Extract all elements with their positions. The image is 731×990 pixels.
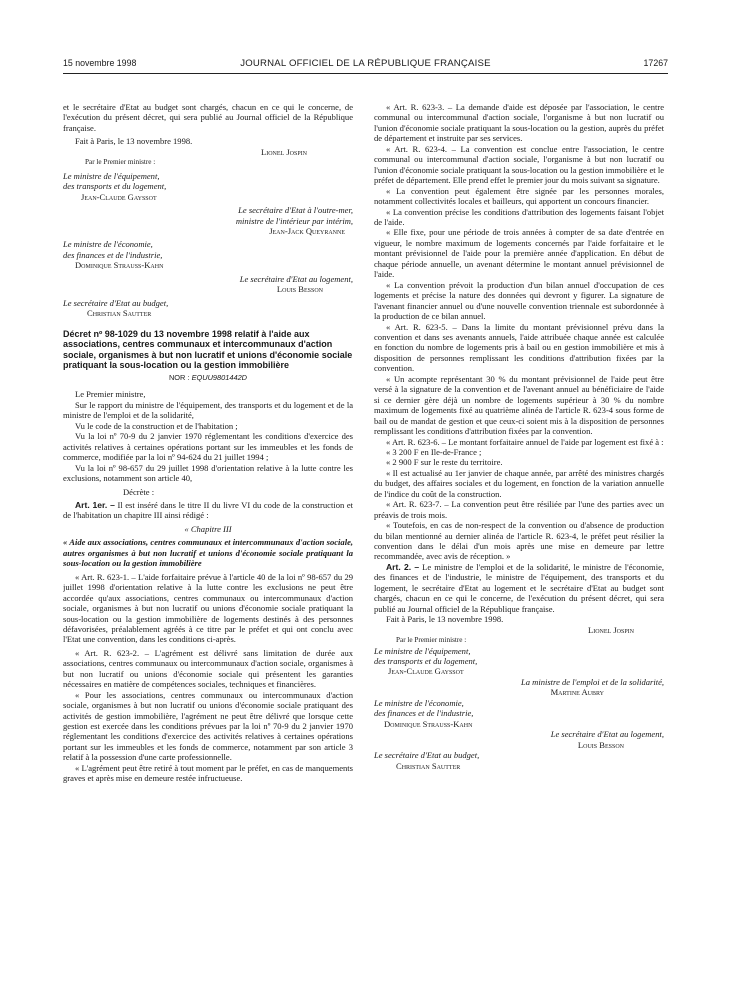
article-1 bbox=[63, 500, 353, 521]
article-2-text: Le ministre de l'emploi et de la solidarité, le ministre de l'économie, des finances et de l'industrie, le ministre de l'équipement, des transports et du logement, le secrétaire d'Etat au logement et le secrétaire d'Etat au budget sont chargés, chacun en ce qui le concerne, de l'exécution du présent décret, qui sera publié au Journal officiel de la République française. bbox=[374, 561, 664, 614]
signatory-title: ministre de l'intérieur par intérim, bbox=[235, 215, 353, 226]
paragraph: Vu la loi nº 70-9 du 2 janvier 1970 réglementant les conditions d'exercice des activités relatives à certaines opérations portant sur les immeubles et les fonds de commerce, modifiée par la loi nº 94-624 du 21 juillet 1994 ; bbox=[63, 431, 353, 463]
paragraph: et le secrétaire d'Etat au budget sont chargés, chacun en ce qui le concerne, de l'exécution du présent décret, qui sera publié au Journal officiel de la République française. bbox=[63, 102, 353, 133]
signatory-title: Le secrétaire d'Etat à l'outre-mer, bbox=[238, 205, 353, 216]
article-r623-2: « Art. R. 623-2. – L'agrément est délivré sans limitation de durée aux associations, centres communaux ou intercommunaux d'action sociale, organismes à but non lucratif ou unions d'économie sociale qui présentent les garanties nécessaires en matière de compétences sociales, techniques et financières. bbox=[63, 647, 353, 690]
list-item: « 3 200 F en Ile-de-France ; bbox=[386, 446, 482, 457]
signatory-title: Le secrétaire d'Etat au budget, bbox=[374, 750, 480, 761]
decrete-line: Décrète : bbox=[123, 486, 155, 497]
nor-label: NOR : bbox=[168, 372, 190, 382]
nor-code: EQUU9801442D bbox=[191, 372, 248, 382]
signatory-title: Le ministre de l'équipement, bbox=[63, 170, 160, 181]
article-r623-3: « Art. R. 623-3. – La demande d'aide est déposée par l'association, le centre communal ou intercommunal d'action sociale, l'organisme à but non lucratif ou l'union d'économie sociale pratiquant la sous-location ou la gestion, auprès du préfet de département et instruite par ses services. bbox=[374, 102, 664, 144]
header-date: 15 novembre 1998 bbox=[63, 58, 137, 68]
list-item: « 2 900 F sur le reste du territoire. bbox=[386, 457, 503, 468]
signatory-title: Le ministre de l'équipement, bbox=[374, 645, 471, 656]
signatory-title: des transports et du logement, bbox=[63, 181, 167, 192]
signatory-title: Le secrétaire d'Etat au logement, bbox=[239, 273, 353, 284]
signatory-title: des transports et du logement, bbox=[374, 656, 478, 667]
signatory-name: Christian Sautter bbox=[396, 760, 461, 771]
article-r623-4: « Art. R. 623-4. – La convention est conclue entre l'association, le centre communal ou intercommunal d'action sociale, l'organisme à but non lucratif ou l'union d'économie sociale pratiquant la sous-location ou la gestion immobilière et le préfet de département. Elle prend effet le premier jour du mois suivant sa signature. bbox=[374, 143, 664, 186]
header-rule bbox=[63, 73, 668, 74]
nor-reference bbox=[63, 373, 353, 383]
signature-date: Fait à Paris, le 13 novembre 1998. bbox=[75, 136, 193, 147]
article-r623-7: « Art. R. 623-7. – La convention peut être résiliée par l'une des parties avec un préavis de trois mois. bbox=[374, 499, 664, 520]
signatory-name: Jean-Jack Queyranne bbox=[269, 225, 345, 236]
paragraph: « Un acompte représentant 30 % du montant prévisionnel de l'aide peut être versé à la signature de la convention et de l'avenant annuel au bénéficiaire de l'aide si ce dernier gère déjà un nombre de logements supérieur à 30 % du nombre maximum de logements fixé au quatrième alinéa de l'article R. 623-4 sous forme de bail ou de mandat de gestion et que ceux-ci soient mis à la disposition de personnes remplissant les conditions d'attribution fixées par la convention. bbox=[374, 373, 664, 437]
signature-date: Fait à Paris, le 13 novembre 1998. bbox=[386, 614, 504, 625]
signatory-title: des finances et de l'industrie, bbox=[63, 249, 163, 260]
article-r623-1: « Art. R. 623-1. – L'aide forfaitaire prévue à l'article 40 de la loi nº 98-657 du 29 juillet 1998 d'orientation relative à la lutte contre les exclusions ne peut être accordée qu'aux associations, centres communaux ou intercommunaux d'action sociale, organismes à but non lucratif ou unions d'économie sociale pratiquant la sous-location ou la gestion immobilière de logements destinés à des personnes défavorisées, préalablement agréés à ce titre par le préfet et qui ont conclu avec l'Etat une convention, dans les conditions ci-après. bbox=[63, 571, 353, 645]
signatory-name: Dominique Strauss-Kahn bbox=[75, 260, 164, 271]
header-journal-title: JOURNAL OFFICIEL DE LA RÉPUBLIQUE FRANÇAISE bbox=[240, 58, 491, 69]
paragraph: « Toutefois, en cas de non-respect de la convention ou d'absence de production du bilan mentionné au dernier alinéa de l'article R. 623-4, le préfet peut résilier la convention dans le délai d'un mois après une mise en demeure par lettre recommandée, avec avis de réception. » bbox=[374, 520, 664, 562]
signatory-name: Jean-Claude Gayssot bbox=[81, 191, 157, 202]
article-2 bbox=[374, 562, 664, 614]
signatory-name: Louis Besson bbox=[577, 739, 624, 750]
right-column bbox=[374, 102, 664, 962]
article-1-label: Art. 1er. – bbox=[75, 499, 115, 510]
paragraph: « La convention précise les conditions d'attribution des logements faisant l'objet de l'aide. bbox=[374, 206, 664, 227]
paragraph: « La convention peut également être signée par les personnes morales, notamment collectivités locales et bailleurs, qui apportent un concours financier. bbox=[374, 185, 664, 207]
signatory-name: Martine Aubry bbox=[550, 687, 604, 698]
running-header bbox=[63, 58, 668, 72]
chapter-title: « Aide aux associations, centres communaux et intercommunaux d'action sociale, autres organismes à but non lucratif et unions d'économie sociale pratiquant la sous-location ou la gestion immobilière bbox=[63, 537, 353, 569]
signature-line: Par le Premier ministre : bbox=[85, 158, 156, 167]
left-column bbox=[63, 102, 353, 962]
paragraph: Le Premier ministre, bbox=[75, 389, 146, 400]
signatory-name: Dominique Strauss-Kahn bbox=[384, 718, 473, 729]
paragraph: Vu le code de la construction et de l'habitation ; bbox=[75, 420, 238, 431]
decree-title: Décret nº 98-1029 du 13 novembre 1998 relatif à l'aide aux associations, centres communaux et intercommunaux d'action sociale, organismes à but non lucratif et unions d'économie sociale pratiquant la sous-location ou la gestion immobilière bbox=[63, 328, 353, 371]
paragraph: « L'agrément peut être retiré à tout moment par le préfet, en cas de manquements graves et après mise en demeure restée infructueuse. bbox=[63, 762, 353, 784]
signatory-name: Christian Sautter bbox=[87, 308, 152, 319]
paragraph: « Pour les associations, centres communaux ou intercommunaux d'action sociale, organismes à but non lucratif ou unions d'économie sociale pratiquant des activités de gestion immobilière, l'agrément ne peut être délivré que lorsque cette gestion est exercée dans les conditions prévues par la loi nº 70-9 du 2 janvier 1970 réglementant les conditions d'exercice des activités relatives à certaines opérations portant sur les immeubles et les fonds de commerce, notamment par son article 3 relatif à la possession d'une carte professionnelle. bbox=[63, 689, 353, 763]
signatory-name: Jean-Claude Gayssot bbox=[388, 666, 464, 677]
signatory-name: Lionel Jospin bbox=[260, 146, 307, 157]
article-r623-5: « Art. R. 623-5. – Dans la limite du montant prévisionnel prévu dans la convention et dans ses avenants annuels, l'aide attribuée chaque année est calculée en fonction du nombre de logements pris à bail ou en gestion immobilière et mis à disposition de personnes remplissant les conditions d'attribution fixées par la convention. bbox=[374, 321, 664, 374]
chapter-heading: « Chapitre III bbox=[184, 523, 232, 534]
signatory-name: Lionel Jospin bbox=[587, 624, 634, 635]
paragraph: « Il est actualisé au 1er janvier de chaque année, par arrêté des ministres chargés du budget, des affaires sociales et du logement, en fonction de la variation annuelle de l'indice du coût de la construction. bbox=[374, 467, 664, 499]
paragraph: Sur le rapport du ministre de l'équipement, des transports et du logement et de la ministre de l'emploi et de la solidarité, bbox=[63, 399, 353, 421]
paragraph: Vu la loi nº 98-657 du 29 juillet 1998 d'orientation relative à la lutte contre les exclusions, notamment son article 40, bbox=[63, 462, 353, 484]
signatory-title: La ministre de l'emploi et de la solidarité, bbox=[521, 676, 664, 687]
paragraph: « Elle fixe, pour une période de trois années à compter de sa date d'entrée en vigueur, le nombre maximum de logements concernés par l'aide forfaitaire et le montant prévisionnel de l'aide pour la première année d'application. En début de chaque période annuelle, un avenant détermine le montant annuel prévisionnel de l'aide. bbox=[374, 227, 664, 280]
article-r623-6: « Art. R. 623-6. – Le montant forfaitaire annuel de l'aide par logement est fixé à : bbox=[386, 436, 664, 447]
signatory-title: des finances et de l'industrie, bbox=[374, 708, 474, 719]
signatory-title: Le secrétaire d'Etat au logement, bbox=[550, 729, 664, 740]
signatory-title: Le ministre de l'économie, bbox=[63, 239, 153, 250]
paragraph: « La convention prévoit la production d'un bilan annuel d'occupation de ces logements et précise la nature des données qui devront y figurer. La signature de l'avenant financier annuel ou d'une nouvelle convention triennale est subordonnée à la production de ce bilan annuel. bbox=[374, 279, 664, 322]
signatory-title: Le secrétaire d'Etat au budget, bbox=[63, 297, 169, 308]
signatory-title: Le ministre de l'économie, bbox=[374, 697, 464, 708]
header-page-number: 17267 bbox=[643, 58, 668, 68]
article-1-text: Il est inséré dans le titre II du livre VI du code de la construction et de l'habitation un chapitre III ainsi rédigé : bbox=[63, 499, 353, 521]
article-2-label: Art. 2. – bbox=[386, 561, 420, 572]
signatory-name: Louis Besson bbox=[276, 284, 323, 295]
signature-line: Par le Premier ministre : bbox=[396, 636, 467, 645]
